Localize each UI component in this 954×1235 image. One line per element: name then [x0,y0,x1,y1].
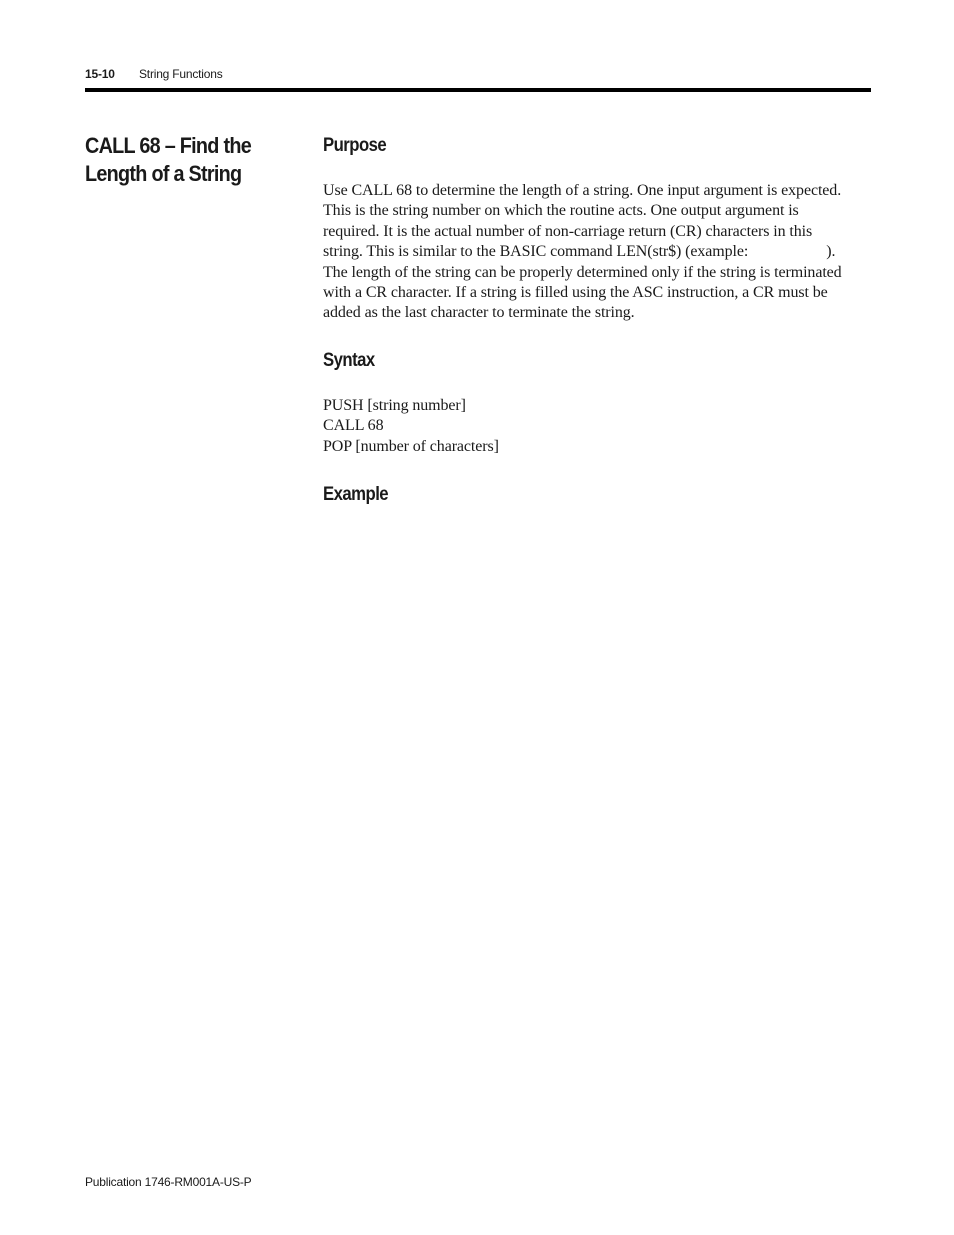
purpose-line-3: required. It is the actual number of non-carriage return (CR) characters in this [323,222,813,240]
purpose-line-1: Use CALL 68 to determine the length of a string. One input argument is expected. [323,182,842,199]
topic-title-line-2: Length of a String [85,161,242,186]
syntax-line-1: PUSH [string number] [323,397,466,414]
syntax-line-2: CALL 68 [323,417,384,435]
chapter-topic-title [85,132,283,188]
syntax-line-3: POP [number of characters] [323,437,499,455]
example-heading: Example [323,484,389,505]
purpose-line-5: The length of the string can be properly determined only if the string is terminated [323,263,842,281]
purpose-line-4: string. This is similar to the BASIC command LEN(str$) (example: ). [323,243,836,261]
purpose-line-6: with a CR character. If a string is filled using the ASC instruction, a CR must be [323,284,828,302]
purpose-heading: Purpose [323,135,387,156]
syntax-heading: Syntax [323,350,375,371]
syntax-block [323,396,871,457]
page-number: 15-10 [85,67,115,81]
topic-title-line-1: CALL 68 – Find the [85,133,252,158]
purpose-line-7: added as the last character to terminate the string. [323,304,635,322]
section-title: String Functions [139,67,223,81]
header-rule [85,88,871,92]
purpose-line-2: This is the string number on which the routine acts. One output argument is [323,202,799,220]
publication-footer: Publication 1746-RM001A-US-P [85,1175,252,1189]
purpose-paragraph [323,181,871,324]
